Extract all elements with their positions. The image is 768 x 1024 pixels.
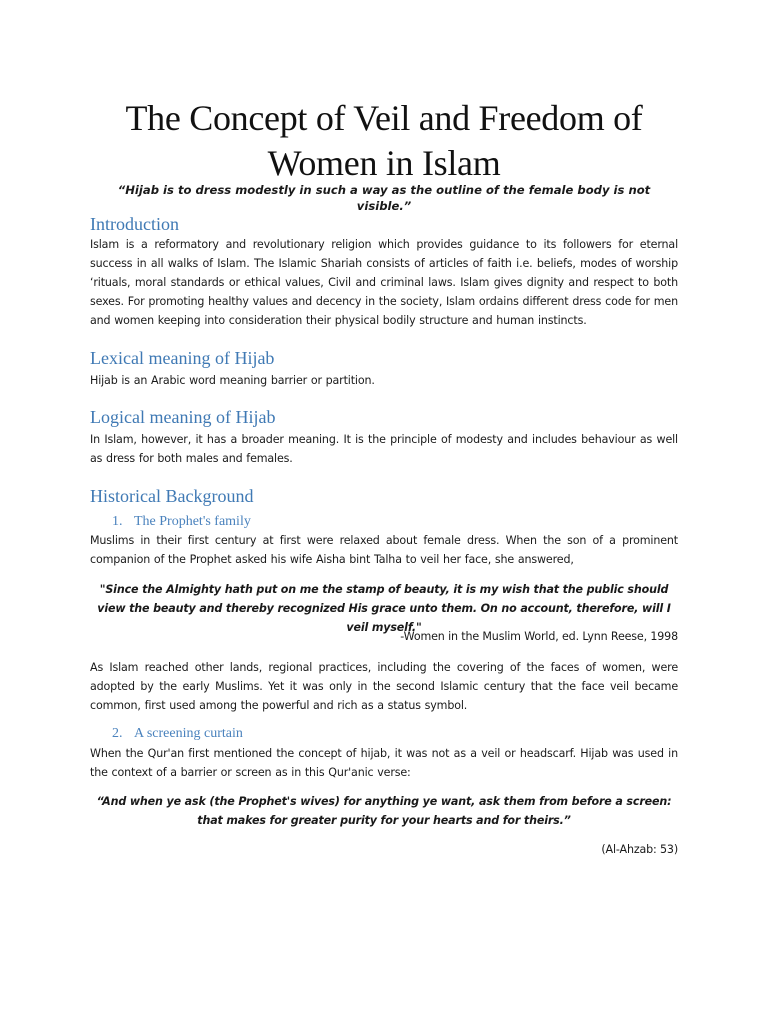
list-number: 1. [112, 514, 123, 529]
logical-meaning-paragraph: In Islam, however, it has a broader meaning. It is the principle of modesty and includes behaviour as well as dress for both males and females. [90, 433, 678, 465]
screening-curtain-paragraph: When the Qur'an first mentioned the concept of hijab, it was not as a veil or headscarf. Hijab was used in the context of a barrier or screen as in this Qur'anic verse: [90, 747, 678, 779]
epigraph-quote: “Hijab is to dress modestly in such a way as the outline of the female body is not visible.” [117, 183, 651, 213]
subheading-screening-curtain [112, 725, 700, 743]
subheading-label: The Prophet's family [134, 514, 251, 529]
lexical-meaning-paragraph: Hijab is an Arabic word meaning barrier or partition. [90, 374, 375, 387]
heading-logical-meaning: Logical meaning of Hijab [90, 407, 276, 427]
document-title: The Concept of Veil and Freedom of Women in Islam [125, 98, 643, 183]
subheading-label: A screening curtain [134, 726, 243, 741]
heading-lexical-meaning: Lexical meaning of Hijab [90, 348, 275, 368]
subheading-prophets-family [112, 513, 700, 531]
aisha-quote: "Since the Almighty hath put on me the stamp of beauty, it is my wish that the public should view the beauty and thereby recognized His grace unto them. On no account, therefore, will I veil myself." [97, 583, 671, 634]
prophets-family-paragraph: Muslims in their first century at first were relaxed about female dress. When the son of a prominent companion of the Prophet asked his wife Aisha bint Talha to veil her face, she answered, [90, 534, 678, 566]
list-number: 2. [112, 726, 123, 741]
aisha-quote-citation: -Women in the Muslim World, ed. Lynn Reese, 1998 [400, 630, 678, 643]
quran-verse-citation: (Al-Ahzab: 53) [601, 843, 678, 856]
heading-historical-background: Historical Background [90, 486, 254, 506]
introduction-paragraph: Islam is a reformatory and revolutionary religion which provides guidance to its followers for eternal success in all walks of Islam. The Islamic Shariah consists of articles of faith i.e. beliefs, modes of worship ‘rituals, moral standards or ethical values, Civil and criminal laws. Islam gives dignity and respect to both sexes. For promoting healthy values and decency in the society, Islam ordains different dress code for men and women keeping into consideration their physical bodily structure and human instincts. [90, 238, 678, 327]
regional-practices-paragraph: As Islam reached other lands, regional practices, including the covering of the faces of women, were adopted by the early Muslims. Yet it was only in the second Islamic century that the face veil became common, first used among the powerful and rich as a status symbol. [90, 661, 678, 712]
quran-verse-quote: “And when ye ask (the Prophet's wives) for anything ye want, ask them from before a screen: that makes for greater purity for your hearts and for theirs.” [96, 795, 672, 827]
heading-introduction: Introduction [90, 214, 179, 234]
